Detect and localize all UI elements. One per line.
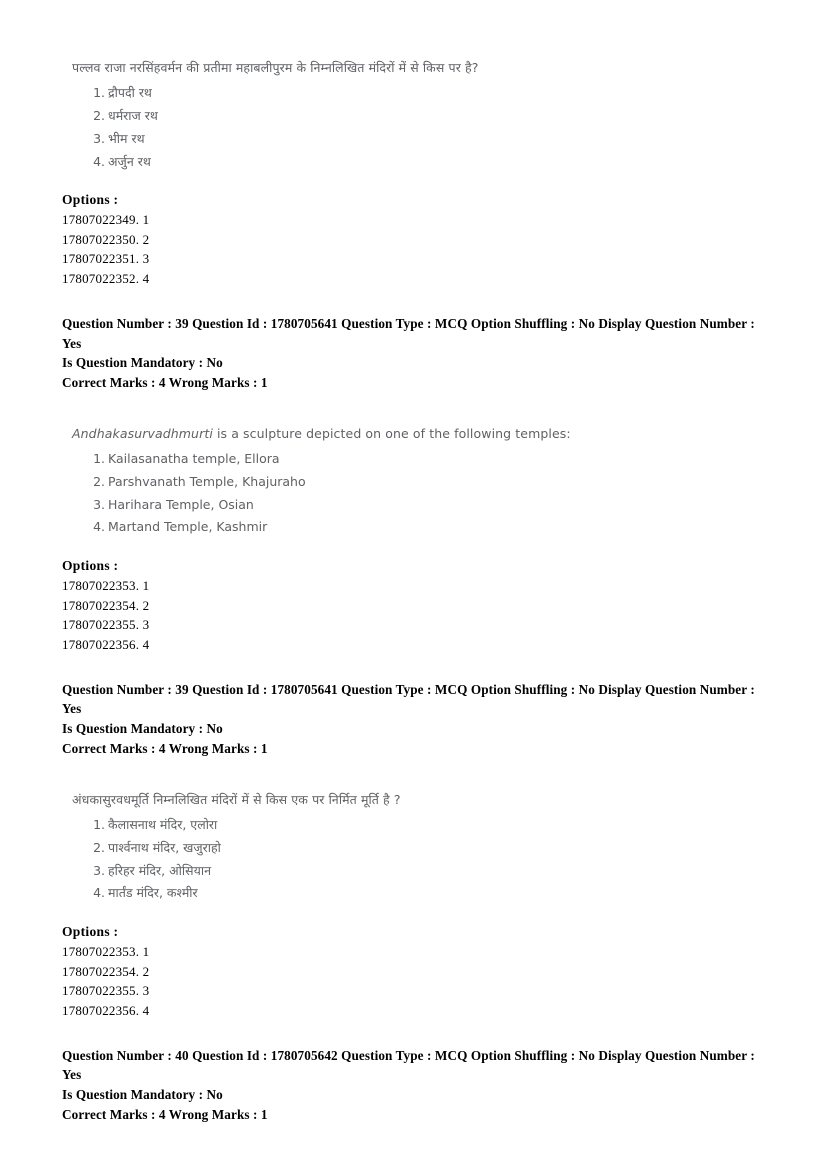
option-id-line: 17807022356. 4: [62, 1002, 150, 1018]
choice-item: द्रौपदी रथ: [108, 84, 152, 100]
options-heading: Options :: [62, 558, 119, 574]
choice-item: Kailasanatha temple, Ellora: [108, 450, 280, 466]
option-id-line: 17807022353. 1: [62, 944, 150, 960]
question-meta-line2: Is Question Mandatory : No: [62, 1086, 223, 1102]
question-meta-line1: Question Number : 39 Question Id : 1780705641 Question Type : MCQ Option Shuffling : No Display Question Number : Yes: [62, 682, 755, 717]
choice-item: अर्जुन रथ: [108, 153, 151, 169]
choice-item: मार्तंड मंदिर, कश्मीर: [108, 885, 198, 901]
option-id-line: 17807022352. 4: [62, 270, 150, 286]
option-id-line: 17807022354. 2: [62, 597, 150, 613]
choice-item: Harihara Temple, Osian: [108, 496, 254, 512]
choice-item: हरिहर मंदिर, ओसियान: [108, 862, 212, 878]
choice-list-2: [62, 451, 774, 537]
option-id-line: 17807022355. 3: [62, 617, 150, 633]
options-heading: Options :: [62, 192, 119, 208]
question-meta-1: [62, 314, 774, 392]
choice-list-1: [62, 85, 774, 171]
option-id-line: 17807022354. 2: [62, 963, 150, 979]
question-meta-line1: Question Number : 40 Question Id : 1780705642 Question Type : MCQ Option Shuffling : No Display Question Number : Yes: [62, 1048, 755, 1083]
question-stem-italic-term: Andhakasurvadhmurti: [72, 425, 213, 441]
option-id-line: 17807022355. 3: [62, 983, 150, 999]
choice-item: भीम रथ: [108, 130, 145, 146]
question-meta-line2: Is Question Mandatory : No: [62, 720, 223, 736]
choice-item: Parshvanath Temple, Khajuraho: [108, 473, 306, 489]
question-stem-block-2: [62, 426, 774, 536]
option-id-line: 17807022350. 2: [62, 231, 150, 247]
question-meta-3: [62, 1046, 774, 1124]
question-stem-block-1: [62, 60, 774, 170]
options-heading: Options :: [62, 924, 119, 940]
question-meta-line2: Is Question Mandatory : No: [62, 354, 223, 370]
question-stem-text-3: अंधकासुरवधमूर्ति निम्नलिखित मंदिरों में से किस एक पर निर्मित मूर्ति है ?: [72, 791, 401, 807]
question-meta-2: [62, 680, 774, 758]
question-meta-marks: Correct Marks : 4 Wrong Marks : 1: [62, 374, 268, 390]
option-id-line: 17807022356. 4: [62, 636, 150, 652]
question-stem-text-1: पल्लव राजा नरसिंहवर्मन की प्रतीमा महाबलीपुरम के निम्नलिखित मंदिरों में से किस पर है?: [72, 60, 479, 75]
choice-item: पार्श्वनाथ मंदिर, खजुराहो: [108, 839, 221, 855]
question-stem-text-2: [72, 426, 774, 443]
option-id-line: 17807022351. 3: [62, 251, 150, 267]
question-meta-marks: Correct Marks : 4 Wrong Marks : 1: [62, 740, 268, 756]
choice-item: Martand Temple, Kashmir: [108, 519, 268, 535]
option-id-line: 17807022349. 1: [62, 212, 150, 228]
choice-item: धर्मराज रथ: [108, 107, 158, 123]
question-stem-remainder: is a sculpture depicted on one of the following temples:: [212, 425, 571, 441]
choice-list-3: [62, 817, 774, 903]
option-id-line: 17807022353. 1: [62, 578, 150, 594]
question-meta-line1: Question Number : 39 Question Id : 1780705641 Question Type : MCQ Option Shuffling : No Display Question Number : Yes: [62, 316, 755, 351]
question-stem-block-3: [62, 792, 774, 902]
question-meta-marks: Correct Marks : 4 Wrong Marks : 1: [62, 1106, 268, 1122]
choice-item: कैलासनाथ मंदिर, एलोरा: [108, 816, 218, 832]
